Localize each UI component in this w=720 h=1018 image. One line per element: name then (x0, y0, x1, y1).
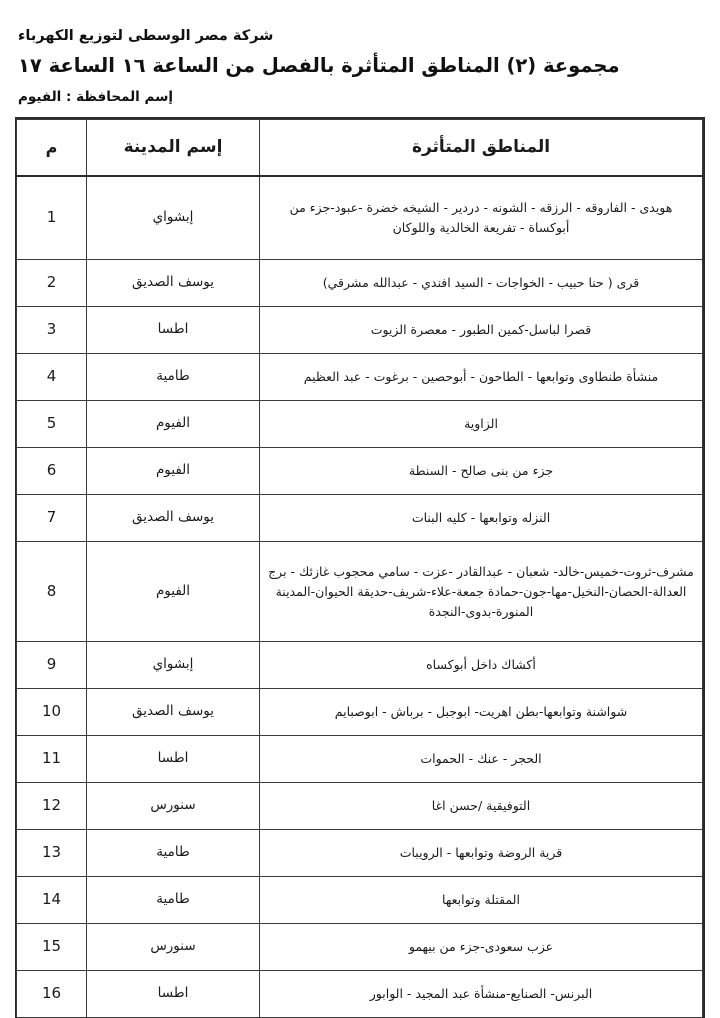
table-body (17, 176, 703, 1018)
table-row (17, 736, 703, 783)
table-row (17, 401, 703, 448)
page-title: مجموعة (٢) المناطق المتأثرة بالفصل من الساعة ١٦ الساعة ١٧ (18, 54, 620, 77)
cell-row-number: 13 (17, 830, 87, 877)
cell-row-number: 1 (17, 176, 87, 260)
table-row (17, 971, 703, 1018)
table-row (17, 830, 703, 877)
cell-row-number: 12 (17, 783, 87, 830)
table-row (17, 924, 703, 971)
cell-affected-areas: جزء من بنى صالح - السنطة (260, 448, 703, 495)
table-header-row (17, 120, 703, 176)
cell-affected-areas: النزله وتوابعها - كليه البنات (260, 495, 703, 542)
cell-row-number: 7 (17, 495, 87, 542)
affected-areas-table-container (15, 117, 705, 1018)
table-row (17, 448, 703, 495)
cell-row-number: 3 (17, 307, 87, 354)
cell-affected-areas: أكشاك داخل أبوكساه (260, 642, 703, 689)
cell-city-name: اطسا (87, 736, 260, 783)
cell-city-name: اطسا (87, 307, 260, 354)
cell-row-number: 15 (17, 924, 87, 971)
cell-city-name: الفيوم (87, 448, 260, 495)
cell-city-name: سنورس (87, 783, 260, 830)
cell-row-number: 4 (17, 354, 87, 401)
cell-affected-areas: الزاوية (260, 401, 703, 448)
table-row (17, 176, 703, 260)
column-header-number: م (17, 120, 87, 176)
cell-city-name: طامية (87, 830, 260, 877)
table-row (17, 495, 703, 542)
company-name: شركة مصر الوسطى لتوزيع الكهرباء (18, 28, 274, 44)
cell-affected-areas: التوفيقية /حسن اغا (260, 783, 703, 830)
cell-city-name: طامية (87, 877, 260, 924)
cell-affected-areas: البرنس- الصنايع-منشأة عبد المجيد - الوابور (260, 971, 703, 1018)
table-row (17, 542, 703, 642)
cell-affected-areas: عزب سعودى-جزء من بيهمو (260, 924, 703, 971)
cell-city-name: يوسف الصديق (87, 689, 260, 736)
column-header-city: إسم المدينة (87, 120, 260, 176)
cell-row-number: 2 (17, 260, 87, 307)
cell-row-number: 14 (17, 877, 87, 924)
cell-row-number: 9 (17, 642, 87, 689)
cell-city-name: اطسا (87, 971, 260, 1018)
affected-areas-table (16, 119, 703, 1018)
cell-row-number: 10 (17, 689, 87, 736)
governorate-label: إسم المحافظة : الفيوم (18, 89, 173, 105)
cell-row-number: 8 (17, 542, 87, 642)
cell-city-name: يوسف الصديق (87, 495, 260, 542)
cell-row-number: 11 (17, 736, 87, 783)
cell-city-name: إبشواي (87, 642, 260, 689)
table-row (17, 260, 703, 307)
cell-row-number: 5 (17, 401, 87, 448)
cell-city-name: الفيوم (87, 401, 260, 448)
table-header-row-group (17, 120, 703, 176)
cell-affected-areas: قصرا لباسل-كمين الطبور - معصرة الزيوت (260, 307, 703, 354)
cell-city-name: يوسف الصديق (87, 260, 260, 307)
cell-row-number: 6 (17, 448, 87, 495)
cell-affected-areas: المقتلة وتوابعها (260, 877, 703, 924)
cell-city-name: سنورس (87, 924, 260, 971)
cell-city-name: الفيوم (87, 542, 260, 642)
table-row (17, 689, 703, 736)
table-row (17, 877, 703, 924)
column-header-areas: المناطق المتأثرة (260, 120, 703, 176)
cell-affected-areas: شواشنة وتوابعها-بطن اهريت- ابوجبل - برباش - ابوصبايم (260, 689, 703, 736)
table-row (17, 783, 703, 830)
cell-affected-areas: مشرف-ثروت-خميس-خالد- شعبان - عبدالقادر -عزت - سامي محجوب غازئك - برج العدالة-الحصان-النخيل-مها-جون-حمادة جمعة-علاء-شريف-حديقة الحيوان-المدينة المنورة-بدوى-النجدة (260, 542, 703, 642)
cell-row-number: 16 (17, 971, 87, 1018)
cell-affected-areas: قرى ( حنا حبيب - الخواجات - السيد افندي - عبدالله مشرقي) (260, 260, 703, 307)
table-row (17, 307, 703, 354)
cell-affected-areas: قرية الروضة وتوابعها - الرويبات (260, 830, 703, 877)
table-row (17, 354, 703, 401)
document-header (0, 0, 720, 105)
cell-affected-areas: الحجر - عنك - الحموات (260, 736, 703, 783)
cell-affected-areas: منشأة طنطاوى وتوابعها - الطاحون - أبوحصين - برغوت - عبد العظيم (260, 354, 703, 401)
cell-city-name: طامية (87, 354, 260, 401)
cell-affected-areas: هويدى - الفاروقه - الرزقه - الشونه - دردير - الشيخه خضرة -عبود-جزء من أبوكساة - تفريعة الخالدية واللوكان (260, 176, 703, 260)
table-row (17, 642, 703, 689)
cell-city-name: إبشواي (87, 176, 260, 260)
